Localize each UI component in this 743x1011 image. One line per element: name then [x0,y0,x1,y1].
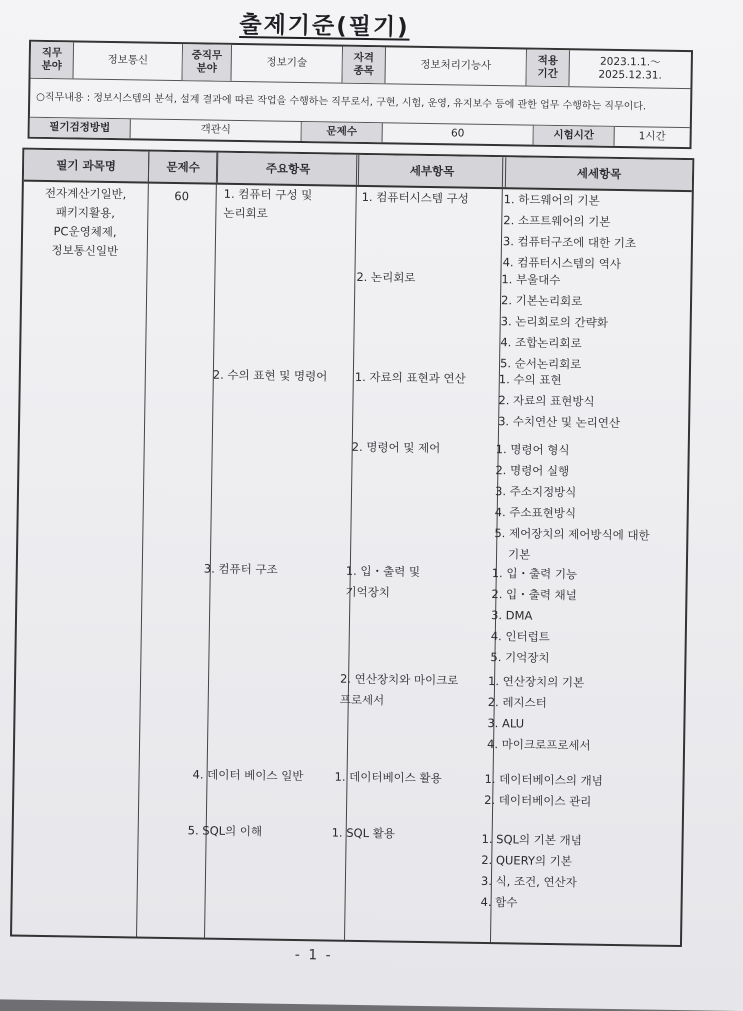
qualification-value: 정보처리기능사 [385,47,527,85]
main-item: 1. 컴퓨터 구성 및 논리회로 [223,186,313,221]
detail-item: 1. 부울대수 [501,272,561,288]
detail-group [498,369,621,434]
detail-item: 4. 마이크로프로세서 [486,736,591,753]
detail-item: 5. 제어장치의 제어방식에 대한 [494,526,650,543]
detail-group [480,829,582,915]
header-subject: 필기 과목명 [24,150,149,182]
detail-group [484,769,603,813]
detail-item: 4. 주소표현방식 [494,505,577,521]
detail-item: 1. 하드웨어의 기본 [503,192,600,208]
main-item: 4. 데이터 베이스 일반 [192,767,304,784]
detail-item: 3. 주소지정방식 [494,484,577,500]
detail-item-continued: 기본 [507,547,531,562]
detail-item: 2. 소프트웨어의 기본 [503,213,611,229]
sub-item: 1. 컴퓨터시스템 구성 [361,189,469,206]
main-item: 3. 컴퓨터 구조 [203,561,278,577]
detail-item: 4. 인터럽트 [490,629,550,644]
detail-item: 3. DMA [491,608,533,623]
detail-item: 4. 컴퓨터시스템의 역사 [502,255,622,272]
detail-group [490,563,577,669]
detail-group [500,269,609,376]
exam-info-table [28,40,693,149]
detail-item: 2. 입・출력 채널 [491,587,577,603]
sub-item: 1. SQL 활용 [331,825,396,841]
detail-item: 2. 레지스터 [487,694,547,710]
job-field-label: 직무 분야 [31,42,75,79]
detail-item: 2. QUERY의 기본 [481,852,572,869]
sub-item: 2. 연산장치와 마이크로 프로세서 [339,671,459,708]
sub-item: 1. 데이터베이스 활용 [334,769,442,786]
exam-time-label: 시험시간 [534,126,615,146]
detail-item: 2. 자료의 표현방식 [498,393,595,409]
job-field-value: 정보통신 [73,42,183,80]
detail-item: 3. ALU [487,715,525,731]
qualification-label: 자격 종목 [342,47,386,84]
detail-item: 5. 순서논리회로 [499,356,582,372]
detail-item: 3. 논리회로의 간략화 [500,314,608,330]
criteria-table [10,148,694,947]
detail-item: 1. 데이터베이스의 개념 [484,771,603,788]
detail-item: 1. 수의 표현 [498,372,562,388]
mid-field-value: 정보기술 [231,45,343,83]
header-sub-items: 세부항목 [359,155,506,187]
detail-item: 4. 조합논리회로 [500,335,582,351]
column-divider [136,152,149,937]
detail-item: 2. 명령어 실행 [495,463,570,479]
page-number: - 1 - [294,946,333,964]
detail-group [487,671,592,757]
period-label: 적용 기간 [526,50,570,87]
question-count-label: 문제수 [302,122,383,142]
sub-item: 1. 입・출력 및 기억장치 [345,563,421,600]
sub-item: 2. 논리회로 [356,269,416,285]
header-question-count: 문제수 [149,152,218,183]
document-title: 출제기준(필기) [239,11,410,41]
detail-item: 3. 수치연산 및 논리연산 [498,414,621,431]
detail-item: 2. 기본논리회로 [500,293,583,309]
question-count-value: 60 [383,123,534,144]
sub-item: 1. 자료의 표현과 연산 [354,369,466,386]
header-detail-items: 세세항목 [576,166,622,182]
header-main-items: 주요항목 [218,153,359,185]
detail-item: 1. 입・출력 기능 [491,566,578,582]
period-value: 2023.1.1.～2025.12.31. [598,55,662,82]
detail-item: 1. 명령어 형식 [495,442,570,458]
detail-item: 3. 컴퓨터구조에 대한 기초 [502,234,637,251]
method-label: 필기검정방법 [30,118,131,139]
exam-time-value: 1시간 [638,130,666,143]
subject-name: 전자계산기일반, 패키지활용, PC운영체제, 정보통신일반 [44,185,127,259]
main-item: 2. 수의 표현 및 명령어 [212,367,328,384]
mid-field-label: 중직무 분야 [182,44,232,81]
detail-item: 1. 연산장치의 기본 [487,673,585,690]
main-item: 5. SQL의 이해 [187,823,263,839]
detail-item: 4. 함수 [480,894,518,910]
method-value: 객관식 [131,119,302,141]
sub-item: 2. 명령어 및 제어 [351,439,441,456]
detail-group [494,439,651,567]
question-count: 60 [174,188,190,204]
detail-item: 3. 식, 조건, 연산자 [480,873,577,890]
job-description: ○직무내용 : 정보시스템의 분석, 설계 결과에 따른 작업을 수행하는 직무로서, 구현, 시험, 운영, 유지보수 등에 관한 업무 수행하는 직무이다. [36,92,647,113]
detail-group [502,189,636,275]
detail-item: 5. 기억장치 [490,650,550,665]
detail-item: 2. 데이터베이스 관리 [484,792,592,809]
detail-item: 1. SQL의 기본 개념 [481,831,582,848]
